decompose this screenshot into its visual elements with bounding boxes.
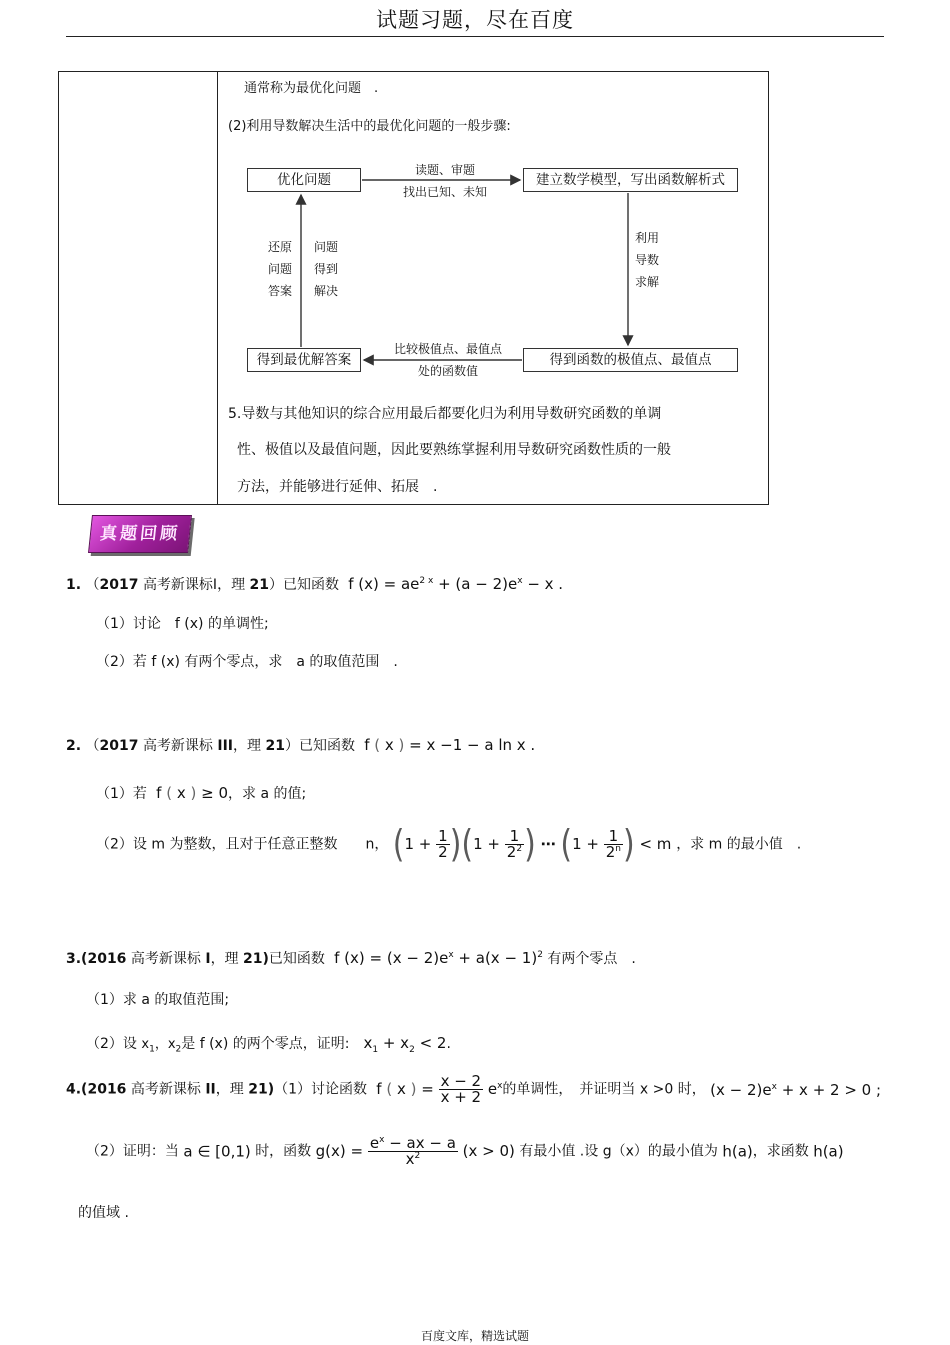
page-footer: 百度文库，精选试题 (420, 1329, 529, 1343)
q4-part1-pre: （1）讨论函数 (274, 1081, 368, 1098)
question-1 (66, 574, 563, 595)
q3-formula: f $(x) = (x - 2)e^x + a(x - 1)^2$ (329, 949, 543, 967)
question-2 (66, 735, 535, 756)
q2-roman: III (217, 738, 234, 754)
q3-source-2: ，理 (210, 951, 239, 967)
question-4 (66, 1074, 881, 1116)
q3-source-post: 已知函数 (268, 951, 325, 967)
flow-label-left-b3: 解决 (313, 284, 338, 298)
q2-formula: f ( x ) = x −1 − a ln x . (359, 736, 536, 754)
q1-sub-1: （1）讨论 f (x) 的单调性; (96, 616, 269, 632)
q4-part-2: （2）证明：当 a ∈ [0,1) 时，函数 g(x) = $\frac{e^x - ax - a}{x^2}$ (x > 0) 有最小值 .设 g（x）的最小值为 h(a)，求函数 h(a) (86, 1134, 844, 1168)
flow-label-right-1: 利用 (634, 231, 659, 245)
flow-label-bottom-2: 处的函数值 (417, 364, 478, 378)
q1-sub-2: （2）若 f (x) 有两个零点，求 a 的取值范围 . (96, 654, 398, 670)
table-line-2: (2)利用导数解决生活中的最优化问题的一般步骤: (228, 119, 511, 134)
flow-label-left-b2: 得到 (313, 262, 338, 276)
q4-head: 4.(2016 (66, 1081, 127, 1098)
q3-tail: 有两个零点 . (547, 951, 636, 967)
q1-formula: f $(x) = ae^{2 x} + (a - 2)e^x - x$ . (348, 575, 564, 593)
q3-qno: 21) (243, 951, 269, 967)
q2-qno: 21 (265, 738, 285, 754)
flow-label-left-a1: 还原 (267, 240, 292, 254)
q2-product-formula: (1 + $\frac{1}{2}$ )(1 + $\frac{1}{2^2}$ ) ⋯ (1 + $\frac{1}{2^n}$ ) < m (392, 822, 677, 866)
question-3 (66, 948, 636, 969)
q1-source: 高考新课标Ⅰ，理 (142, 577, 246, 593)
q3-roman: I (205, 951, 211, 967)
flow-box-model: 建立数学模型，写出函数解析式 (523, 168, 738, 192)
q1-source-post: ）已知函数 (269, 577, 340, 593)
q4-formula-2: g(x) = $\frac{e^x - ax - a}{x^2}$ (x > 0) (315, 1134, 515, 1168)
page-header-title: 试题习题，尽在百度 (376, 8, 574, 32)
q3-sub-1: （1）求 a 的取值范围; (86, 992, 230, 1008)
q4-source-2: ，理 (215, 1081, 244, 1098)
q2-number: 2. (66, 738, 82, 754)
q4-qno: 21) (248, 1081, 275, 1098)
q1-paren: （ (85, 577, 100, 593)
flow-box-optimization: 优化问题 (247, 168, 361, 192)
flow-label-left-a2: 问题 (267, 262, 292, 276)
flow-label-right-2: 导数 (634, 253, 659, 267)
flow-box-extrema: 得到函数的极值点、最值点 (523, 348, 738, 372)
q4-formula-1: f ( x ) = $\frac{x - 2}{x + 2}$ $e^x$ (371, 1072, 503, 1106)
flow-label-right-3: 求解 (634, 275, 659, 289)
flow-label-left-b1: 问题 (313, 240, 338, 254)
table-line-1: 通常称为最优化问题 . (244, 81, 379, 96)
q3-sub-2: （2）设 $x_1$，$x_2$是 f (x) 的两个零点，证明: $x_1 + x_2 < 2$. (86, 1034, 451, 1055)
flow-label-bottom-1: 比较极值点、最值点 (393, 342, 502, 356)
q2-source-post: ）已知函数 (284, 738, 355, 754)
flow-label-left-a3: 答案 (267, 284, 292, 298)
q3-source: 高考新课标 (130, 951, 201, 967)
q2-source-2: ，理 (233, 738, 262, 754)
section-banner: 真题回顾 (88, 515, 192, 553)
q2-sub-2: （2）设 m 为整数，且对于任意正整数 n， (1 + $\frac{1}{2}$ )(1 + $\frac{1}{2^2}$ ) ⋯ (1 + $\frac{1}{2^n}$ ) < m ，求 m 的最小值 . (96, 822, 802, 866)
table-para5-line3: 方法，并能够进行延伸、拓展 . (237, 479, 438, 495)
flow-box-answer: 得到最优解答案 (247, 348, 361, 372)
q4-inequality: $(x - 2)e^x + x + 2 > 0$ ; (710, 1080, 882, 1099)
q4-cond: x >0 时， (639, 1081, 706, 1098)
q4-part1-mid: 的单调性， 并证明当 (502, 1081, 636, 1098)
q4-part-3: 的值域 . (78, 1205, 129, 1221)
table-para5-line2: 性、极值以及最值问题，因此要熟练掌握利用导数研究函数性质的一般 (237, 442, 671, 458)
q4-roman: II (205, 1081, 216, 1098)
table-para5-line1: 5.导数与其他知识的综合应用最后都要化归为利用导数研究函数的单调 (228, 406, 662, 422)
q2-paren: （ (85, 738, 100, 754)
q2-sub-1: （1）若 f ( x ) ≥ 0，求 a 的值; (96, 784, 307, 802)
q3-head: 3.(2016 (66, 951, 127, 967)
q4-source: 高考新课标 (130, 1081, 201, 1098)
q1-year: 2017 (99, 577, 139, 593)
flow-label-top-1: 读题、审题 (414, 163, 475, 177)
q2-year: 2017 (99, 738, 139, 754)
q1-number: 1. (66, 577, 82, 593)
q1-qno: 21 (249, 577, 270, 593)
q2-source: 高考新课标 (142, 738, 213, 754)
flow-label-top-2: 找出已知、未知 (402, 185, 487, 199)
